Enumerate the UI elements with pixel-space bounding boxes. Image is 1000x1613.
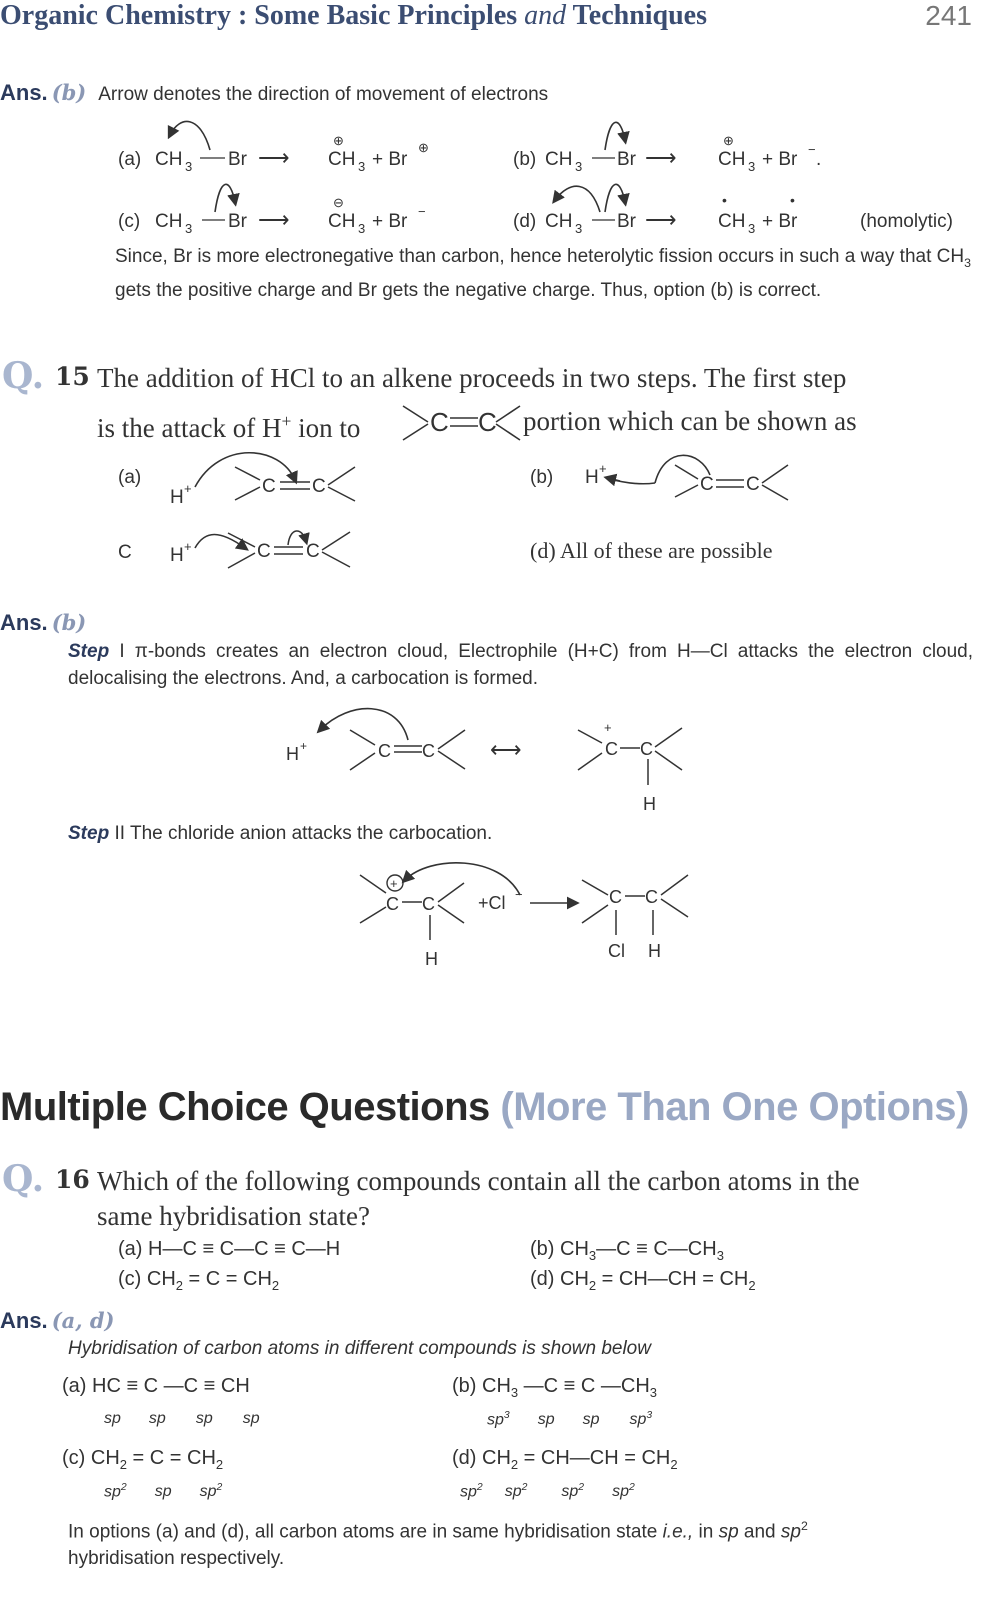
q15-text-line2-end: portion which can be shown as xyxy=(523,406,857,436)
svg-text:Br: Br xyxy=(617,149,636,170)
svg-text:H: H xyxy=(425,949,438,969)
q15-opt-d: (d) All of these are possible xyxy=(530,538,773,563)
q16-option-b: (b) $CH_3—C$ ≡ $C—CH_3$ xyxy=(530,1238,724,1263)
svg-text:CH: CH xyxy=(328,149,356,170)
svg-text:+: + xyxy=(390,876,398,891)
question-mark-icon: Q. xyxy=(2,1158,45,1200)
svg-text:C: C xyxy=(478,407,497,437)
q14-explanation: Since, Br is more electronegative than carbon, hence heterolytic fission occurs in such a way that $CH_3$ gets the positive charge and Br gets the negative charge. Thus, option (b) is correct. xyxy=(115,246,971,301)
opt-d-label: (d) xyxy=(513,211,537,232)
opt-a-label: (a) xyxy=(118,149,142,170)
svg-text:CH: CH xyxy=(328,211,356,232)
step2-diagram xyxy=(350,855,700,980)
svg-text:•: • xyxy=(722,192,727,208)
svg-text:3: 3 xyxy=(575,159,583,174)
svg-text:CH: CH xyxy=(155,149,183,170)
q15-text-line2: is the attack of H+ ion to xyxy=(97,411,361,443)
svg-text:C: C xyxy=(645,887,658,907)
svg-text:H: H xyxy=(170,487,184,508)
q16-answer-b-formula: (b) $CH_3$ —C ≡ C $—CH_3$ xyxy=(452,1375,658,1400)
q16-answer-intro: Hybridisation of carbon atoms in different compounds is shown below xyxy=(68,1338,651,1359)
svg-text:−: − xyxy=(808,142,816,157)
question-number: 15 xyxy=(55,362,90,391)
svg-text:H: H xyxy=(643,794,656,814)
svg-text:C: C xyxy=(257,541,271,562)
q16-option-a: (a) H—C ≡ C—C ≡ C—H xyxy=(118,1238,341,1260)
svg-text:+ Br: + Br xyxy=(762,211,798,232)
svg-text:+ Br: + Br xyxy=(372,211,408,232)
q16-answer-b-hyb: $sp^3$ sp sp $sp^3$ xyxy=(487,1410,653,1429)
q15-answer-heading: Ans. (b) xyxy=(0,610,87,635)
opt-c-label: (c) xyxy=(118,211,141,232)
svg-text:3: 3 xyxy=(358,221,366,235)
q15-options xyxy=(110,445,970,585)
page-number: 241 xyxy=(925,0,972,31)
svg-text:⟶: ⟶ xyxy=(258,145,290,170)
q16-text-line1: Which of the following compounds contain all the carbon atoms in the xyxy=(97,1166,860,1196)
q16-answer-a-formula: (a) HC ≡ C —C ≡ CH xyxy=(62,1375,250,1397)
svg-text:C: C xyxy=(746,474,760,495)
q15-step1: Step I π-bonds creates an electron cloud, Electrophile (H+C) from H—Cl attacks the electron cloud, delocalising the electrons. And, a carbocation is formed. xyxy=(68,641,974,689)
svg-text:C: C xyxy=(609,887,622,907)
q15-opt-a: (a) xyxy=(118,467,142,488)
svg-text:3: 3 xyxy=(185,221,193,235)
svg-text:Br: Br xyxy=(228,211,247,232)
svg-text:C: C xyxy=(422,741,435,761)
q16-text-line2: same hybridisation state? xyxy=(97,1201,370,1231)
q16-option-c: (c) $CH_2 = C = CH_2$ xyxy=(118,1268,280,1293)
question-mark-icon: Q. xyxy=(2,355,45,397)
svg-text:C: C xyxy=(640,739,653,759)
q14-answer-heading: Ans. (b) Arrow denotes the direction of movement of electrons xyxy=(0,80,549,105)
svg-text:CH: CH xyxy=(718,149,746,170)
svg-text:Cl: Cl xyxy=(608,941,625,961)
svg-text:+: + xyxy=(604,720,612,735)
alkene-cc-portion xyxy=(398,398,523,448)
svg-text:−: − xyxy=(515,887,523,902)
svg-text:Br: Br xyxy=(617,211,636,232)
svg-text:CH: CH xyxy=(155,211,183,232)
svg-text:3: 3 xyxy=(575,221,583,235)
step1-diagram xyxy=(280,695,700,820)
section-heading: Multiple Choice Questions (More Than One Options) xyxy=(0,1085,969,1129)
svg-text:CH: CH xyxy=(545,149,573,170)
svg-text:C: C xyxy=(422,894,435,914)
opt-b-label: (b) xyxy=(513,149,537,170)
svg-text:+: + xyxy=(300,739,308,753)
svg-text:H: H xyxy=(585,467,599,488)
svg-text:3: 3 xyxy=(185,159,193,174)
svg-text:H: H xyxy=(170,545,184,566)
q16-answer-c-hyb: $sp^2$ sp $sp^2$ xyxy=(104,1482,223,1501)
svg-text:C: C xyxy=(306,541,320,562)
svg-text:C: C xyxy=(262,476,276,497)
question-number: 16 xyxy=(55,1165,90,1194)
running-header-title: Organic Chemistry : Some Basic Principles and Techniques xyxy=(0,0,708,31)
q16-answer-d-formula: (d) $CH_2$ = CH—CH = $CH_2$ xyxy=(452,1447,678,1472)
svg-text:⟷: ⟷ xyxy=(490,737,522,762)
svg-text:3: 3 xyxy=(358,159,366,174)
svg-text:3: 3 xyxy=(748,221,756,235)
q15-opt-c: C xyxy=(118,542,132,563)
svg-text:+: + xyxy=(184,539,192,554)
svg-text:•: • xyxy=(790,192,795,208)
svg-text:C: C xyxy=(700,474,714,495)
svg-text:⟶: ⟶ xyxy=(645,145,677,170)
svg-text:C: C xyxy=(378,741,391,761)
svg-text:H: H xyxy=(286,744,299,764)
q16-answer-heading: Ans. (a, d) xyxy=(0,1308,115,1333)
q16-answer-d-hyb: $sp^2$ $sp^2$ $sp^2$ $sp^2$ xyxy=(460,1482,635,1501)
svg-text:C: C xyxy=(605,739,618,759)
q15-opt-b: (b) xyxy=(530,467,554,488)
q16-answer-a-hyb: sp sp sp sp xyxy=(104,1410,260,1427)
svg-text:C: C xyxy=(312,476,326,497)
q15-step2: Step II The chloride anion attacks the carbocation. xyxy=(68,823,493,844)
svg-text:−: − xyxy=(418,204,426,219)
svg-text:⊕: ⊕ xyxy=(418,140,429,155)
svg-text:C: C xyxy=(386,894,399,914)
q14-reaction-options xyxy=(110,110,980,235)
svg-text:⊕: ⊕ xyxy=(333,133,344,148)
svg-text:+Cl: +Cl xyxy=(478,893,506,913)
svg-text:C: C xyxy=(430,407,449,437)
q16-answer-c-formula: (c) $CH_2 = C = CH_2$ xyxy=(62,1447,224,1472)
q16-answer-conclusion: In options (a) and (d), all carbon atoms are in same hybridisation state i.e., in sp and $sp^2$ hybridisation respectively. xyxy=(68,1519,808,1570)
svg-text:⟶: ⟶ xyxy=(645,207,677,232)
svg-text:⊖: ⊖ xyxy=(333,195,344,210)
svg-text:.: . xyxy=(816,149,822,170)
q15-text-line1: The addition of HCl to an alkene proceeds in two steps. The first step xyxy=(97,363,847,393)
svg-text:⟶: ⟶ xyxy=(258,207,290,232)
svg-text:CH: CH xyxy=(718,211,746,232)
svg-text:+: + xyxy=(184,481,192,496)
svg-text:CH: CH xyxy=(545,211,573,232)
svg-text:+ Br: + Br xyxy=(762,149,798,170)
svg-text:H: H xyxy=(648,941,661,961)
q16-option-d: (d) $CH_2$ = CH—CH = $CH_2$ xyxy=(530,1268,756,1293)
svg-text:3: 3 xyxy=(748,159,756,174)
svg-text:(homolytic): (homolytic) xyxy=(860,211,953,232)
svg-text:+ Br: + Br xyxy=(372,149,408,170)
svg-text:+: + xyxy=(599,461,607,476)
svg-text:Br: Br xyxy=(228,149,247,170)
svg-text:⊕: ⊕ xyxy=(723,133,734,148)
